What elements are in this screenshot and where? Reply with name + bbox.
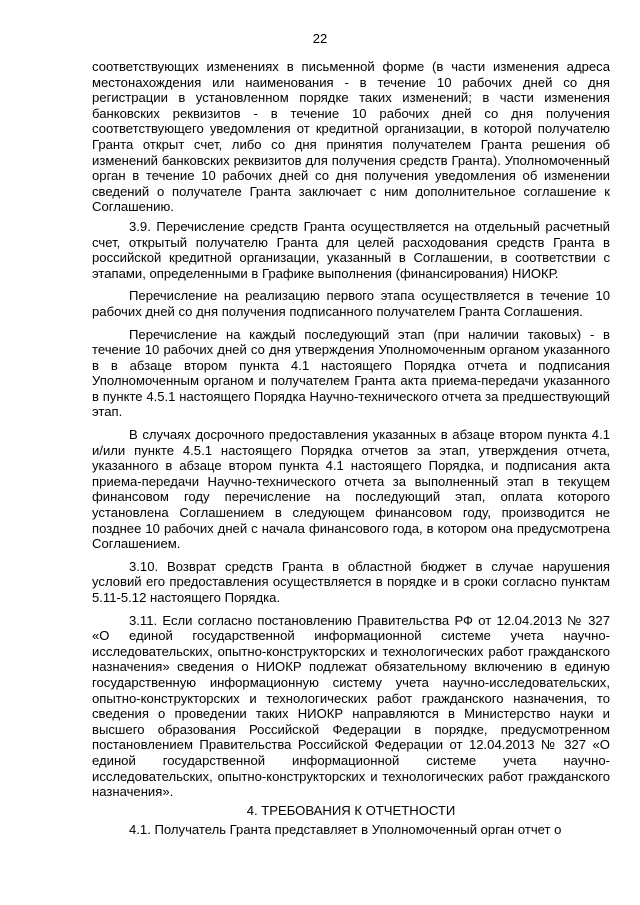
- paragraph-next-stage: Перечисление на каждый последующий этап (при наличии таковых) - в течение 10 рабочих дней со дня утверждения Уполномоченным органом указанного в в абзаце втором пункта 4.1 настоящего Порядка отчета и подписания Уполномоченным органом и получателем Гранта акта приема-передачи указанного в пункте 4.5.1 настоящего Порядка Научно-технического отчета за предшествующий этап.: [92, 326, 610, 420]
- paragraph-3-11: 3.11. Если согласно постановлению Правительства РФ от 12.04.2013 № 327 «О единой государственной информационной системе учета научно-исследовательских, опытно-конструкторских и технологических работ гражданского назначения» сведения о НИОКР подлежат обязательному включению в единую государственную информационную систему учета научно-исследовательских, опытно-конструкторских и технологических работ гражданского назначения, то сведения о проведении таких НИОКР направляются в Министерство науки и высшего образования Российской Федерации в порядке, предусмотренном постановлением Правительства Российской Федерации от 12.04.2013 № 327 «О единой государственной информационной системе учета научно-исследовательских, опытно-конструкторских и технологических работ гражданского назначения».: [92, 612, 610, 800]
- paragraph-4-1: 4.1. Получатель Гранта представляет в Уполномоченный орган отчет о: [129, 822, 562, 838]
- paragraph-early-submission: В случаях досрочного предоставления указанных в абзаце втором пункта 4.1 и/или пункте 4.5.1 настоящего Порядка отчетов за этап, утверждения отчета, указанного в абзаце втором пункта 4.1 настоящего Порядка, и подписания акта приема-передачи Научно-технического отчета за выполненный этап в текущем финансовом году перечисление на последующий этап, оплата которого установлена Соглашением в следующем финансовом году, производится не позднее 10 рабочих дней с начала финансового года, в котором она предусмотрена Соглашением.: [92, 427, 610, 552]
- paragraph-3-10: 3.10. Возврат средств Гранта в областной бюджет в случае нарушения условий его предоставления осуществляется в порядке и в сроки согласно пунктам 5.11-5.12 настоящего Порядка.: [92, 558, 610, 605]
- document-body: [92, 59, 610, 838]
- paragraph-3-9: 3.9. Перечисление средств Гранта осуществляется на отдельный расчетный счет, открытый получателю Гранта для целей расходования средств Гранта в российской кредитной организации, указанный в Соглашении, в соответствии с этапами, определенными в Графике выполнения (финансирования) НИОКР.: [92, 218, 610, 281]
- section-4-heading: 4. ТРЕБОВАНИЯ К ОТЧЕТНОСТИ: [246, 802, 456, 818]
- paragraph-continuation: соответствующих изменениях в письменной форме (в части изменения адреса местонахождения или наименования - в течение 10 рабочих дней со дня регистрации в установленном порядке таких изменений; в части изменения банковских реквизитов - в течение 10 рабочих дней со дня получения соответствующего уведомления от кредитной организации, в которой получателю Гранта открыт счет, либо со дня принятия получателем Гранта решения об изменений банковских реквизитов для получения средств Гранта). Уполномоченный орган в течение 10 рабочих дней со дня получения уведомления об изменении сведений о получателе Гранта заключает с ним дополнительное соглашение к Соглашению.: [92, 59, 610, 215]
- paragraph-first-stage: Перечисление на реализацию первого этапа осуществляется в течение 10 рабочих дней со дня получения подписанного получателем Гранта Соглашения.: [92, 288, 610, 319]
- page-number: 22: [312, 31, 328, 46]
